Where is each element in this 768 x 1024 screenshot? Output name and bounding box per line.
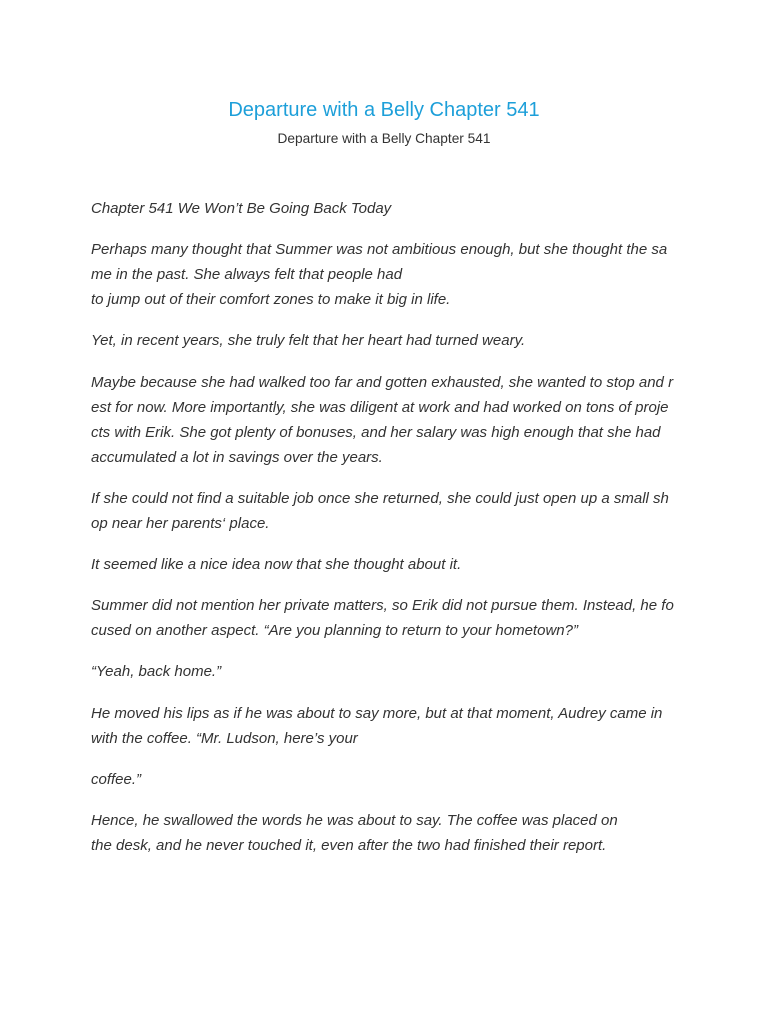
text-line: accumulated a lot in savings over the years. xyxy=(91,448,383,466)
text-line: If she could not find a suitable job once she returned, she could just open up a small sh xyxy=(91,489,669,507)
document-title: Departure with a Belly Chapter 541 xyxy=(228,99,540,121)
text-line: to jump out of their comfort zones to make it big in life. xyxy=(91,291,451,309)
text-line: “Yeah, back home.” xyxy=(91,663,222,681)
paragraph xyxy=(91,701,731,751)
paragraph xyxy=(91,808,731,858)
paragraph xyxy=(91,552,731,577)
document-subtitle: Departure with a Belly Chapter 541 xyxy=(277,131,491,146)
text-line: cts with Erik. She got plenty of bonuses, and her salary was high enough that she had xyxy=(91,423,661,441)
text-line: Perhaps many thought that Summer was not ambitious enough, but she thought the sa xyxy=(91,241,668,259)
text-line: est for now. More importantly, she was diligent at work and had worked on tons of proje xyxy=(91,398,669,416)
text-line: Maybe because she had walked too far and gotten exhausted, she wanted to stop and r xyxy=(91,373,674,391)
text-line: It seemed like a nice idea now that she thought about it. xyxy=(91,555,462,573)
paragraph xyxy=(91,328,731,353)
paragraph xyxy=(91,767,731,792)
text-line: Yet, in recent years, she truly felt that her heart had turned weary. xyxy=(91,332,526,350)
paragraph xyxy=(91,370,731,470)
text-line: Hence, he swallowed the words he was about to say. The coffee was placed on xyxy=(91,811,618,829)
text-line: He moved his lips as if he was about to say more, but at that moment, Audrey came in xyxy=(91,704,663,722)
paragraph xyxy=(91,486,731,536)
text-line: me in the past. She always felt that people had xyxy=(91,266,403,284)
text-line: with the coffee. “Mr. Ludson, here’s your xyxy=(91,729,358,747)
text-line: op near her parents‘ place. xyxy=(91,514,270,532)
paragraph xyxy=(91,593,731,643)
text-line: the desk, and he never touched it, even after the two had finished their report. xyxy=(91,836,607,854)
text-line: Chapter 541 We Won’t Be Going Back Today xyxy=(91,200,392,217)
chapter-body xyxy=(91,196,731,874)
paragraph xyxy=(91,237,731,312)
chapter-heading xyxy=(91,196,731,221)
text-line: coffee.” xyxy=(91,770,142,788)
text-line: cused on another aspect. “Are you planning to return to your hometown?” xyxy=(91,622,578,640)
paragraph xyxy=(91,659,731,684)
text-line: Summer did not mention her private matters, so Erik did not pursue them. Instead, he fo xyxy=(91,597,674,615)
